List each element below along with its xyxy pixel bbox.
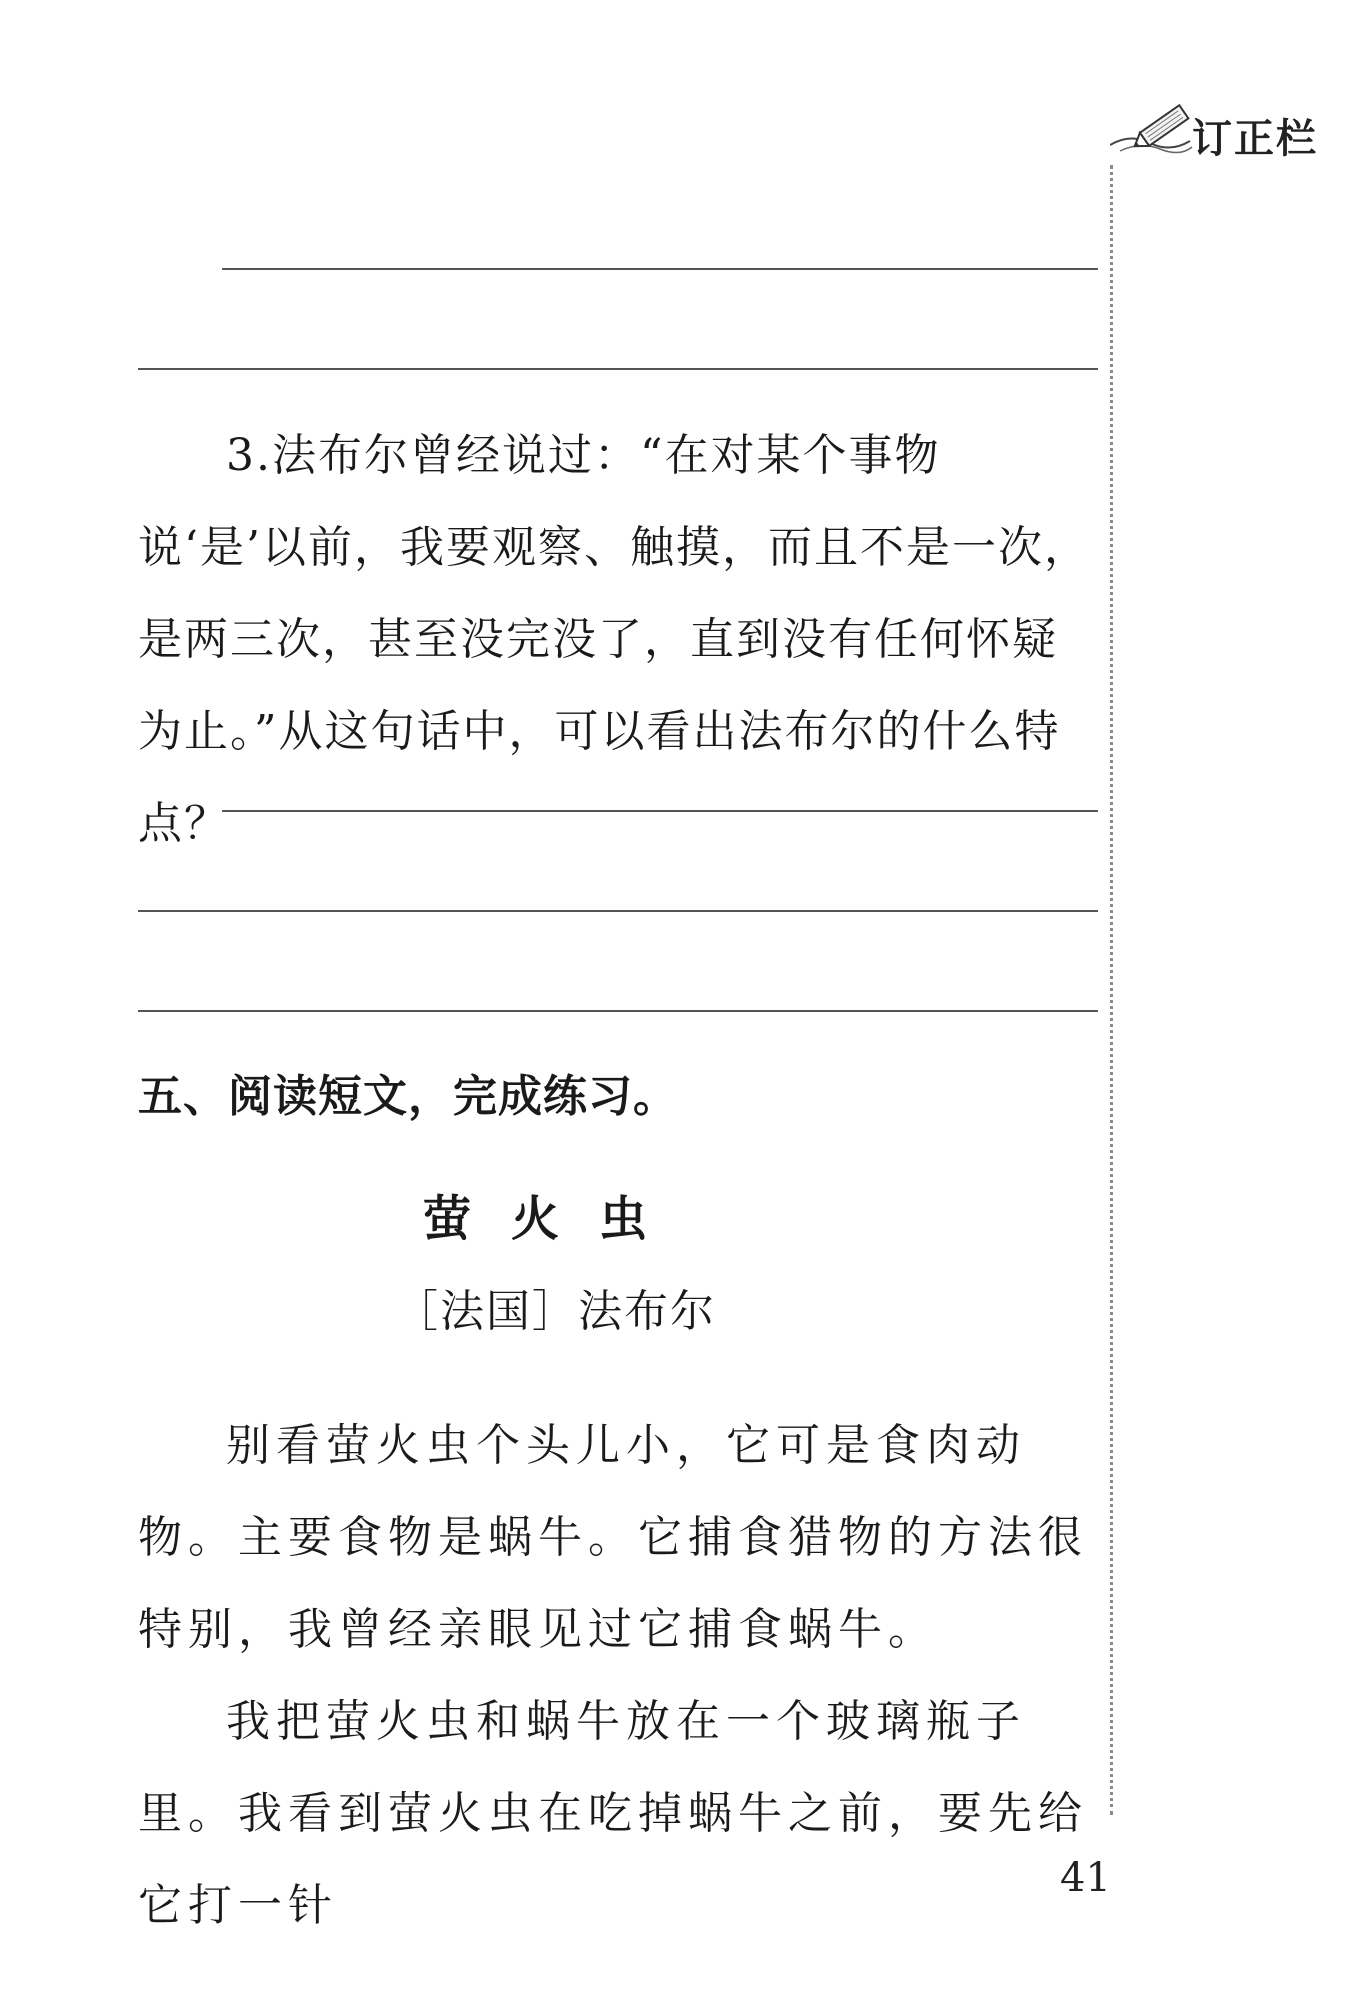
correction-column-header <box>1110 95 1346 165</box>
correction-column-label: 订正栏 <box>1192 116 1318 162</box>
essay-passage <box>138 1400 1098 1952</box>
section-heading: 五、阅读短文，完成练习。 <box>138 1071 678 1122</box>
question-3-number: 3. <box>226 430 272 481</box>
essay-author: ［法国］法布尔 <box>394 1286 716 1337</box>
question-3-text: 法布尔曾经说过：“在对某个事物说‘是’以前，我要观察、触摸，而且不是一次，是两三次，甚至没完没了，直到没有任何怀疑为止。”从这句话中，可以看出法布尔的什么特点？ <box>138 430 1090 849</box>
essay-paragraph: 我把萤火虫和蜗牛放在一个玻璃瓶子里。我看到萤火虫在吃掉蜗牛之前，要先给它打一针 <box>138 1696 1088 1931</box>
answer-line[interactable] <box>138 910 1098 912</box>
correction-column-divider <box>1110 165 1113 1815</box>
question-3 <box>138 410 1098 870</box>
essay-title: 萤火虫 <box>422 1191 687 1247</box>
answer-line[interactable] <box>222 810 1098 812</box>
answer-line[interactable] <box>222 268 1098 270</box>
answer-line[interactable] <box>138 1010 1098 1012</box>
essay-paragraph: 别看萤火虫个头儿小，它可是食肉动物。主要食物是蜗牛。它捕食猎物的方法很特别，我曾经亲眼见过它捕食蜗牛。 <box>138 1420 1088 1655</box>
page-number: 41 <box>1060 1855 1111 1901</box>
answer-line[interactable] <box>138 368 1098 370</box>
